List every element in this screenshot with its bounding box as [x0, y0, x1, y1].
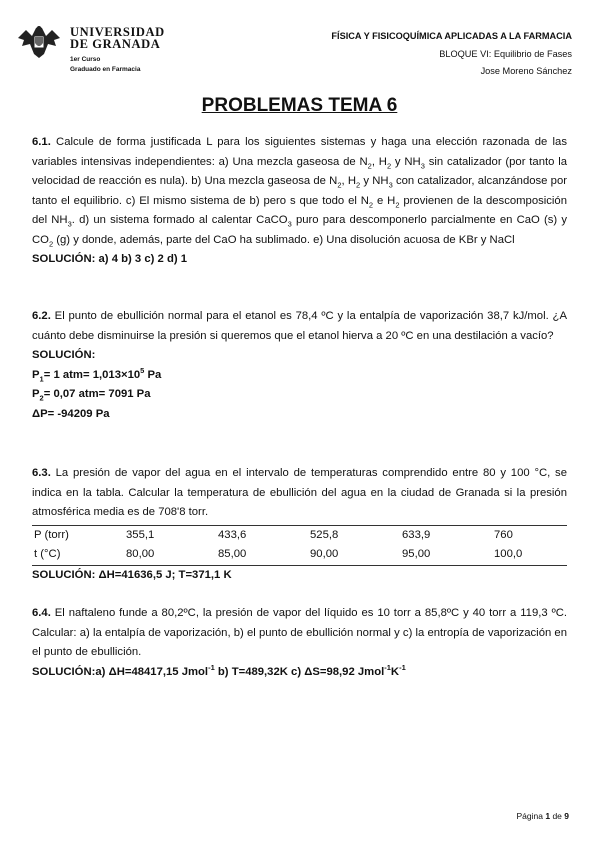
problem-6-1-text [32, 133, 567, 250]
text-run: K [390, 665, 400, 678]
header-info [331, 28, 572, 81]
subscript: 1 [39, 373, 44, 383]
university-name-line2: DE GRANADA [70, 37, 161, 51]
page-number: 1 [545, 811, 551, 821]
text-run: . d) un sistema formado al calentar CaCO [71, 214, 288, 226]
superscript: -1 [384, 662, 391, 672]
table-cell: P (torr) [32, 525, 124, 545]
subscript: 2 [386, 160, 392, 170]
solution-label: SOLUCIÓN: [32, 349, 96, 361]
subscript: 3 [287, 219, 292, 229]
block-title: BLOQUE VI: Equilibrio de Fases [439, 48, 572, 59]
problem-6-1-solution: SOLUCIÓN: a) 4 b) 3 c) 2 d) 1 [32, 253, 188, 265]
problem-6-4-text [32, 604, 567, 663]
university-crest-icon [14, 24, 64, 60]
page-total: 9 [564, 811, 569, 821]
subscript: 3 [420, 160, 425, 170]
text-run: sin catalizador (por tanto la velocidad de reacción es nula). b) Una mezcla gaseosa de N [32, 155, 568, 187]
text-run: Pa [144, 368, 162, 381]
text-run: y NH [391, 155, 421, 168]
course-label: 1er Curso [70, 56, 101, 63]
text-run: con catalizador, alcanzándose por tanto el equilibrio. c) El mismo sistema de b) pero s que todo el N [32, 175, 568, 207]
text-run: El naftaleno funde a 80,2ºC, la presión de vapor del líquido es 10 torr a 85,8ºC y 40 torr a 119,3 ºC. Calcular: a) la entalpía de vaporización, b) el punto de ebullición normal y c) la entropía de vaporización en el punto de ebullición. [32, 607, 567, 658]
table-cell: 85,00 [216, 545, 308, 565]
page-footer [517, 811, 570, 821]
text-run: , H [371, 155, 387, 168]
table-cell: 80,00 [124, 545, 216, 565]
table-cell: 100,0 [492, 545, 567, 565]
text-run: El punto de ebullición normal para el etanol es 78,4 ºC y la entalpía de vaporización 38,7 kJ/mol. ¿A cuánto debe disminuirse la presión si queremos que el etanol hierva a 20 ºC en una destilación a vacío? [32, 310, 567, 342]
subscript: 2 [39, 393, 44, 403]
text-run: (g) y donde, además, parte del CaO ha sublimado. e) Una disolución acuosa de KBr y NaCl [53, 233, 515, 246]
text-run: e H [373, 194, 396, 207]
author-name: Jose Moreno Sánchez [480, 66, 572, 76]
problem-6-1 [32, 133, 567, 270]
degree-label: Graduado en Farmacia [70, 66, 141, 73]
text-run: = 0,07 atm= 7091 Pa [43, 388, 151, 400]
vapor-pressure-table [32, 525, 567, 566]
problem-6-4-solution [32, 663, 567, 683]
table-cell: 525,8 [308, 525, 400, 545]
problem-6-3-text [32, 464, 567, 523]
superscript: -1 [399, 662, 406, 672]
subscript: 2 [337, 180, 342, 190]
table-row [32, 545, 567, 565]
text-run: provienen de la descomposición del NH [32, 194, 567, 226]
subscript: 2 [48, 238, 54, 248]
page-of: de [550, 811, 565, 821]
problem-number: 6.3. [32, 467, 51, 479]
text-run: puro para descomponerlo parcialmente en CaO (s) y CO [32, 214, 568, 246]
solution-line-p2 [32, 385, 567, 405]
text-run: La presión de vapor del agua en el intervalo de temperaturas comprendido entre 80 y 100 °C, se indica en la tabla. Calcular la temperatura de ebullición del agua en la ciudad de Granada si la presión atmosférica media es de 708'8 torr. [32, 467, 567, 518]
subscript: 2 [395, 199, 400, 209]
table-cell: 633,9 [400, 525, 492, 545]
page-title: PROBLEMAS TEMA 6 [201, 95, 398, 116]
table-cell: 355,1 [124, 525, 216, 545]
problem-6-3 [32, 464, 567, 585]
problem-6-3-solution: SOLUCIÓN: ΔH=41636,5 J; T=371,1 K [32, 568, 232, 581]
text-run: P [32, 388, 40, 400]
table-cell: 90,00 [308, 545, 400, 565]
problem-number: 6.1. [32, 136, 51, 148]
table-cell: t (°C) [32, 545, 124, 565]
subject-title: FÍSICA Y FISICOQUÍMICA APLICADAS A LA FARMACIA [331, 31, 572, 41]
page-label: Página [516, 811, 546, 821]
table-cell: 760 [492, 525, 567, 545]
text-run: , H [341, 175, 356, 187]
problem-number: 6.2. [32, 310, 51, 322]
subscript: 2 [368, 199, 374, 209]
superscript: -1 [208, 662, 215, 672]
table-cell: 433,6 [216, 525, 308, 545]
superscript: 5 [140, 365, 145, 375]
text-run: SOLUCIÓN:a) ΔH=48417,15 Jmol [32, 665, 209, 678]
table-cell: 95,00 [400, 545, 492, 565]
subscript: 2 [356, 180, 361, 190]
subscript: 3 [67, 219, 72, 229]
text-run: Calcule de forma justificada L para los siguientes sistemas y haga una elección razonada de las variables intensivas independientes: a) Una mezcla gaseosa de N [32, 136, 567, 168]
text-run: y NH [360, 175, 389, 187]
subscript: 2 [367, 160, 372, 170]
problem-6-4 [32, 604, 567, 682]
university-name-line1: UNIVERSIDAD [70, 25, 165, 39]
subscript: 3 [388, 180, 393, 190]
page-header [0, 0, 599, 80]
university-name [70, 26, 165, 50]
text-run: = 1 atm= 1,013×10 [43, 368, 141, 381]
solution-line-dp: ΔP= -94209 Pa [32, 407, 110, 420]
problem-number: 6.4. [32, 607, 51, 619]
problem-6-2-text [32, 307, 567, 346]
solution-line-p1 [32, 366, 567, 386]
table-row [32, 525, 567, 545]
text-run: b) T=489,32K c) ΔS=98,92 Jmol [214, 665, 385, 678]
text-run: P [32, 368, 40, 381]
problem-6-2 [32, 307, 567, 424]
